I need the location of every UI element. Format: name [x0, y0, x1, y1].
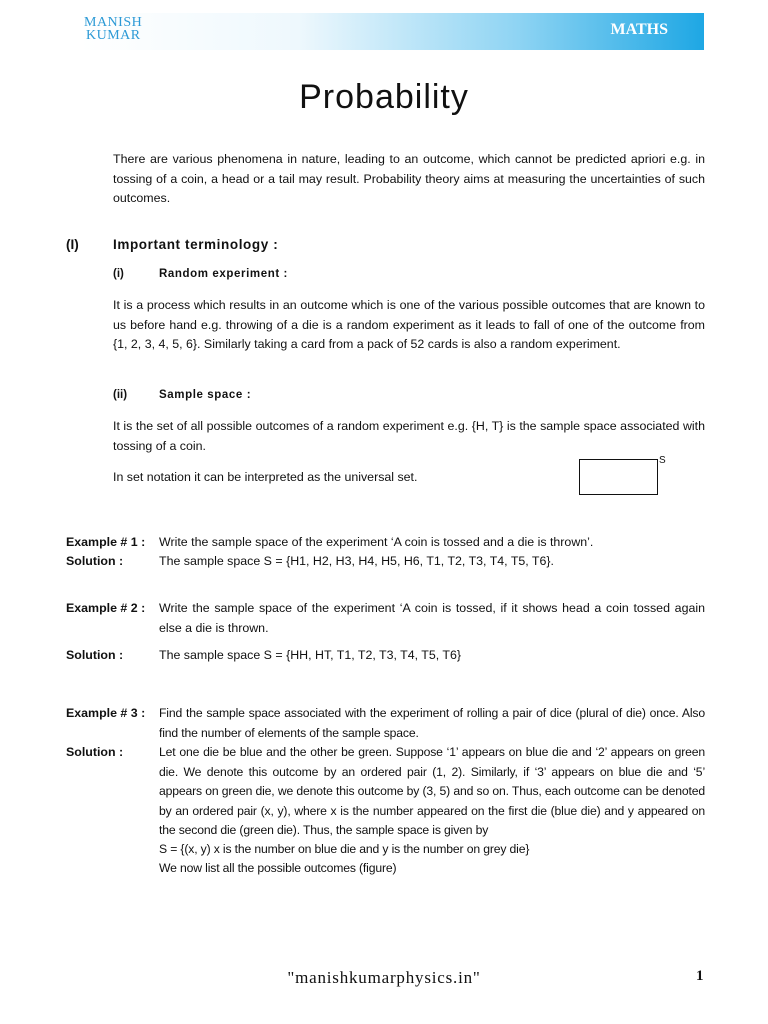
footer-website: "manishkumarphysics.in" [287, 968, 481, 987]
example-3-solution-label: Solution : [66, 745, 124, 759]
random-experiment-text: It is a process which results in an outcome which is one of the various possible outcomes that are known to us before hand e.g. throwing of a die is a random experiment as it leads to fall of one of the outcome from {1, 2, 3, 4, 5, 6}. Similarly taking a card from a pack of 52 cards is also a random experiment. [113, 298, 705, 351]
section-title: Important terminology : [113, 237, 279, 252]
page-title: Probability [299, 78, 469, 116]
intro-paragraph: There are various phenomena in nature, leading to an outcome, which cannot be predicted apriori e.g. in tossing of a coin, a head or a tail may result. Probability theory aims at measuring the uncertainties of such outcomes. [113, 152, 705, 205]
example-3-label: Example # 3 : [66, 706, 146, 720]
subsection-title-1: Random experiment : [159, 268, 288, 280]
example-3-solution: Let one die be blue and the other be green. Suppose ‘1’ appears on blue die and ‘2’ appears on green die. We denote this outcome by an ordered pair (1, 2). Similarly, if ‘3’ appears on blue die and ‘5’ appears on green die, we denote this outcome by (3, 5) and so on. Thus, each outcome can be denoted by an ordered pair (x, y), where x is the number appeared on the first die (blue die) and y appeared on the second die (green die). Thus, the sample space is given by [159, 745, 705, 837]
example-2-solution-label: Solution : [66, 648, 124, 662]
example-3-question: Find the sample space associated with the experiment of rolling a pair of dice (plural of die) once. Also find the number of elements of the sample space. [159, 706, 705, 740]
example-3-solution-outcomes: We now list all the possible outcomes (figure) [159, 861, 397, 875]
example-1-solution: The sample space S = {H1, H2, H3, H4, H5, H6, T1, T2, T3, T4, T5, T6}. [159, 554, 554, 568]
subject-label: MATHS [610, 21, 668, 38]
subsection-number-2: (ii) [113, 389, 128, 401]
logo-line1: MANISH [84, 15, 143, 30]
page-number: 1 [696, 968, 704, 984]
universal-set-label: S [659, 455, 666, 466]
logo-line2: KUMAR [86, 28, 141, 43]
example-2-label: Example # 2 : [66, 601, 146, 615]
logo [84, 16, 142, 42]
example-1-question: Write the sample space of the experiment ‘A coin is tossed and a die is thrown’. [159, 535, 594, 549]
example-2-solution: The sample space S = {HH, HT, T1, T2, T3, T4, T5, T6} [159, 648, 461, 662]
subsection-title-2: Sample space : [159, 389, 252, 401]
sample-space-text: It is the set of all possible outcomes of a random experiment e.g. {H, T} is the sample space associated with tossing of a coin. [113, 419, 705, 453]
universal-set-text: In set notation it can be interpreted as the universal set. [113, 470, 418, 484]
example-3-solution-set: S = {(x, y) x is the number on blue die and y is the number on grey die} [159, 842, 530, 856]
example-1-solution-label: Solution : [66, 554, 124, 568]
subsection-number-1: (i) [113, 268, 124, 280]
example-2-question: Write the sample space of the experiment ‘A coin is tossed, if it shows head a coin tossed again else a die is thrown. [159, 601, 705, 635]
section-number: (I) [66, 237, 79, 252]
example-1-label: Example # 1 : [66, 535, 146, 549]
universal-set-diagram [579, 459, 658, 495]
